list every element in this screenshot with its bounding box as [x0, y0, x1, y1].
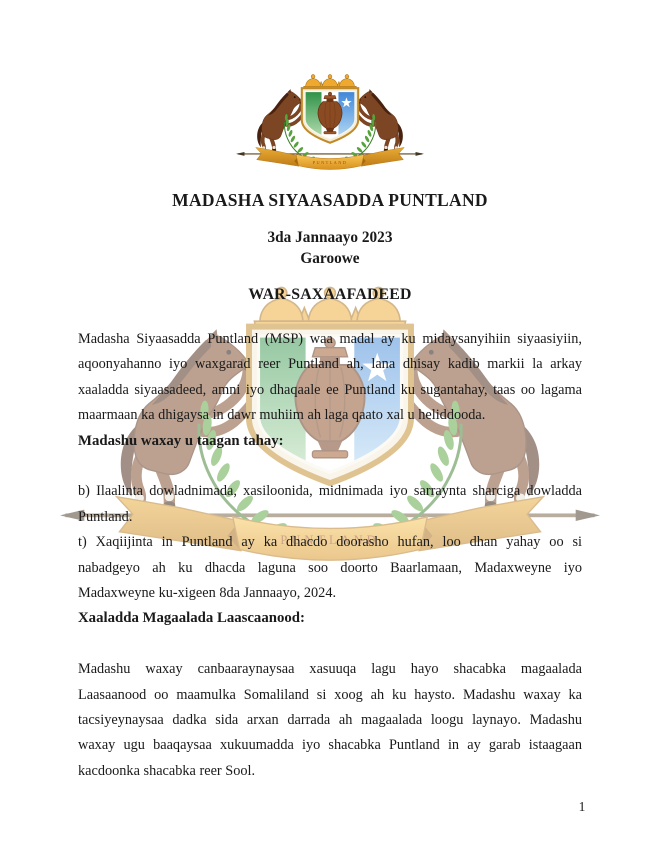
page-number: 1	[578, 799, 586, 814]
doc-date: 3da Jannaayo 2023	[267, 229, 393, 246]
list-item-t: t) Xaqiijinta in Puntland ay ka dhacdo doorasho hufan, loo dhan yahay oo si nabadgeyo ah ku dhacda laguna soo doorto Baarlamaan, Madaxweyne iyo Madaxweyne ku-xigeen 8da Jannaayo, 2024.	[78, 534, 582, 602]
date-location	[0, 227, 660, 269]
puntland-coat-of-arms	[236, 71, 424, 175]
paragraph-lascanood: Madashu waxay canbaaraynaysaa xasuuqa lagu hayo shacabka magaalada Laasaanood oo maamulka Somaliland si xoog ah ku haysto. Madashu waxay ka tacsiyeynaysaa dadka sida arxan darrada ah magaalada loogu laynayo. Madashu waxay ugu baaqaysaa xukuumadda iyo shacabka Puntland in ay garab istaagaan kacdoonka shacabka reer Sool.	[78, 661, 582, 779]
doc-location: Garoowe	[300, 250, 360, 267]
doc-type-heading: WAR-SAXAAFADEED	[248, 286, 412, 303]
section-heading-goals: Madashu waxay u taagan tahay:	[78, 432, 284, 449]
document-body	[78, 327, 582, 784]
list-item-b: b) Ilaalinta dowladnimada, xasiloonida, midnimada iyo sarraynta sharciga dowladda Puntland.	[78, 483, 582, 525]
section-heading-lascanood: Xaaladda Magaalada Laascaanood:	[78, 610, 305, 627]
org-title: MADASHA SIYAASADDA PUNTLAND	[172, 190, 488, 210]
paragraph-intro: Madasha Siyaasadda Puntland (MSP) waa madal ay ku midaysanyihiin siyaasiyiin, aqoonyahanno iyo waxgarad reer Puntland ah, lana dhisay kadib markii la arkay xaaladda siyaasadeed, amni iyo dhaqaale ee Puntland ku sugantahay, taas oo lagama maarmaan ka dhigaysa in dawr muhiim ah laga qaato xal u heliddooda.	[78, 331, 582, 424]
